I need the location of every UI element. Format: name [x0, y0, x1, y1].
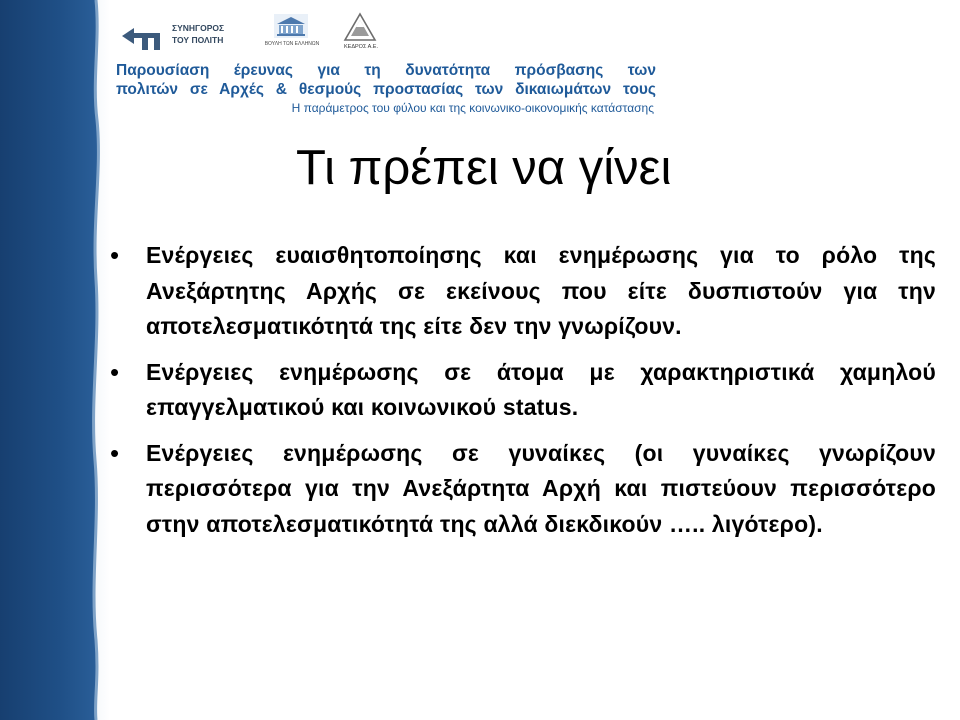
mountain-triangle-logo-icon: [343, 12, 377, 42]
kedros-logo: [338, 10, 384, 54]
slide-title: Τι πρέπει να γίνει: [296, 141, 672, 195]
bullet-marker: •: [110, 356, 120, 387]
bullet-item: [110, 436, 936, 543]
bullet-item: [110, 238, 936, 345]
synigoros-logo-text: [172, 22, 224, 46]
banner-subtitle: Η παράμετρος του φύλου και της κοινωνικο-οικονομικής κατάστασης: [291, 101, 654, 115]
vouli-caption: ΒΟΥΛΗ ΤΩΝ ΕΛΛΗΝΩΝ: [264, 41, 320, 47]
parliament-building-logo-icon: [274, 14, 308, 38]
bullet-text: Ενέργειες ενημέρωσης σε γυναίκες (οι γυναίκες γνωρίζουν περισσότερα για την Ανεξάρτητα Αρχή και πιστεύουν περισσότερο στην αποτελεσματικότητά της αλλά διεκδικούν ….. λιγότερο).: [146, 439, 936, 537]
banner-line-1: Παρουσίαση έρευνας για τη δυνατότητα πρόσβασης των: [116, 62, 656, 79]
banner-line-2: πολιτών σε Αρχές & θεσμούς προστασίας των δικαιωμάτων τους: [116, 81, 656, 98]
pi-shaped-arrow-logo-icon: [120, 22, 168, 52]
bullet-text: Ενέργειες ενημέρωσης σε άτομα με χαρακτηριστικά χαμηλού επαγγελματικού και κοινωνικού status.: [146, 358, 936, 420]
sidebar-wave-graphic: [0, 0, 110, 720]
synigoros-line1: ΣΥΝΗΓΟΡΟΣ: [172, 23, 225, 33]
vouli-logo: [260, 12, 324, 54]
bullet-marker: •: [110, 437, 120, 468]
bullet-item: [110, 355, 936, 426]
bullet-list: [110, 238, 936, 552]
bullet-marker: •: [110, 240, 120, 270]
synigoros-logo: [120, 20, 230, 54]
header-logos: [116, 8, 396, 54]
kedros-caption: ΚΕΔΡΟΣ Α.Ε.: [344, 44, 378, 50]
decorative-sidebar: [0, 0, 110, 720]
bullet-text: Ενέργειες ευαισθητοποίησης και ενημέρωσης για το ρόλο της Ανεξάρτητης Αρχής σε εκείνους που είτε δυσπιστούν για την αποτελεσματικότητά της είτε δεν την γνωρίζουν.: [146, 242, 936, 339]
header-banner: [116, 56, 664, 120]
synigoros-line2: ΤΟΥ ΠΟΛΙΤΗ: [172, 35, 224, 45]
